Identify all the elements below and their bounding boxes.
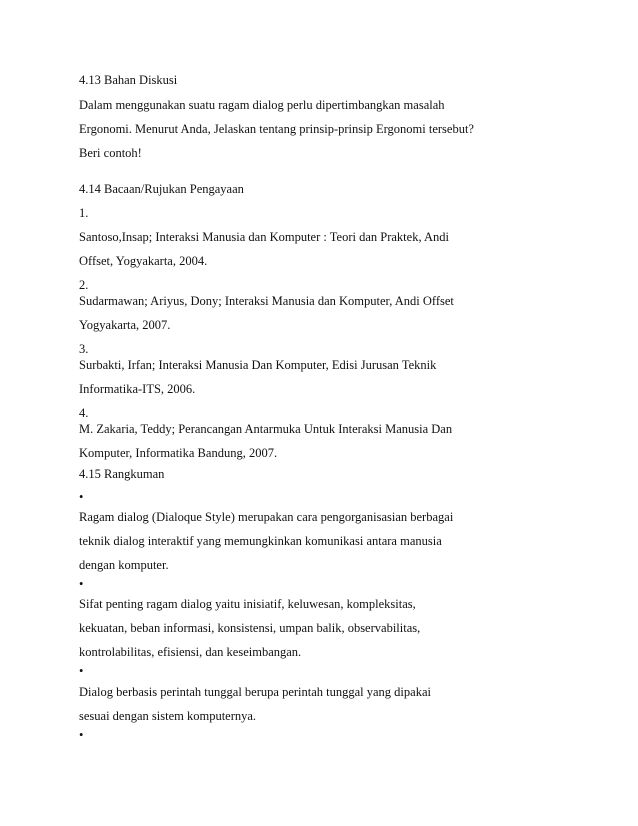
summary-text: Dialog berbasis perintah tunggal berupa perintah tunggal yang dipakai <box>79 685 431 699</box>
bullet: • <box>79 728 84 742</box>
reference-text: Santoso,Insap; Interaksi Manusia dan Komputer : Teori dan Praktek, Andi <box>79 230 450 244</box>
reference-text: Komputer, Informatika Bandung, 2007. <box>79 446 278 460</box>
summary-text: dengan komputer. <box>79 558 169 572</box>
reference-text: Surbakti, Irfan; Interaksi Manusia Dan Komputer, Edisi Jurusan Teknik <box>79 358 437 372</box>
reference-number: 1. <box>79 206 89 220</box>
bullet: • <box>79 577 84 591</box>
reference-number: 3. <box>79 342 89 356</box>
reference-number: 4. <box>79 406 89 420</box>
text-line: Beri contoh! <box>79 146 142 160</box>
reference-text: Informatika-ITS, 2006. <box>79 382 196 396</box>
heading-bahan-diskusi: 4.13 Bahan Diskusi <box>79 73 178 87</box>
text-line: Ergonomi. Menurut Anda, Jelaskan tentang prinsip-prinsip Ergonomi tersebut? <box>79 122 474 136</box>
reference-text: Sudarmawan; Ariyus, Dony; Interaksi Manusia dan Komputer, Andi Offset <box>79 294 454 308</box>
heading-rangkuman: 4.15 Rangkuman <box>79 467 165 481</box>
bullet: • <box>79 664 84 678</box>
summary-text: teknik dialog interaktif yang memungkinkan komunikasi antara manusia <box>79 534 442 548</box>
summary-text: sesuai dengan sistem komputernya. <box>79 709 257 723</box>
reference-text: Yogyakarta, 2007. <box>79 318 171 332</box>
heading-bacaan-rujukan: 4.14 Bacaan/Rujukan Pengayaan <box>79 182 244 196</box>
summary-text: kekuatan, beban informasi, konsistensi, umpan balik, observabilitas, <box>79 621 421 635</box>
reference-number: 2. <box>79 278 89 292</box>
summary-text: Sifat penting ragam dialog yaitu inisiatif, keluwesan, kompleksitas, <box>79 597 416 611</box>
summary-text: kontrolabilitas, efisiensi, dan keseimbangan. <box>79 645 302 659</box>
summary-text: Ragam dialog (Dialoque Style) merupakan cara pengorganisasian berbagai <box>79 510 454 524</box>
text-line: Dalam menggunakan suatu ragam dialog perlu dipertimbangkan masalah <box>79 98 445 112</box>
reference-text: Offset, Yogyakarta, 2004. <box>79 254 208 268</box>
reference-text: M. Zakaria, Teddy; Perancangan Antarmuka Untuk Interaksi Manusia Dan <box>79 422 453 436</box>
bullet: • <box>79 490 84 504</box>
